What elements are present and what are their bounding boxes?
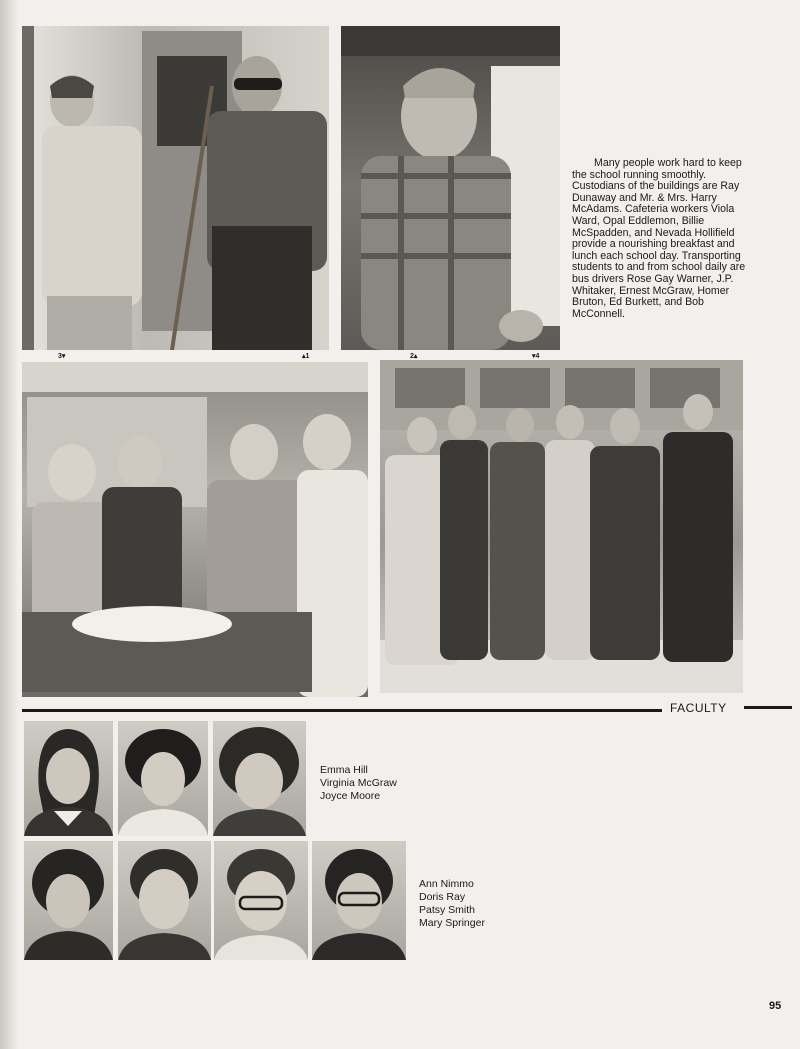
photo-marker-1: ▴1 <box>302 353 310 360</box>
faculty-portrait-doris-ray <box>118 841 211 960</box>
custodians-couple-photo <box>22 26 329 350</box>
support-staff-caption: Many people work hard to keep the school running smoothly. Custodians of the buildings are Ray Dunaway and Mr. & Mrs. Harry McAdams. Cafeteria workers Viola Ward, Opal Eddlemon, Billie McSpadden, and Nevada Hollifield provide a nourishing breakfast and lunch each school day. Transporting students to and from school daily are bus drivers Rose Gay Warner, J.P. Whitaker, Ernest McGraw, Homer Bruton, Ed Burkett, and Bob McConnell. <box>572 157 746 320</box>
page-gutter-shadow <box>0 0 18 1049</box>
photo-marker-2: 2▴ <box>410 353 418 360</box>
faculty-rule-left <box>22 709 662 712</box>
faculty-name: Mary Springer <box>419 917 485 929</box>
faculty-name: Virginia McGraw <box>320 777 397 789</box>
faculty-name: Doris Ray <box>419 891 466 903</box>
faculty-portrait-joyce-moore <box>213 721 306 836</box>
faculty-name: Ann Nimmo <box>419 878 474 890</box>
photo-marker-4: ▾4 <box>532 353 540 360</box>
faculty-portrait-mary-springer <box>312 841 406 960</box>
faculty-portrait-patsy-smith <box>214 841 308 960</box>
faculty-portrait-virginia-mcgraw <box>118 721 208 836</box>
faculty-name: Joyce Moore <box>320 790 381 802</box>
faculty-section-label: FACULTY <box>670 701 727 715</box>
faculty-portrait-emma-hill <box>24 721 113 836</box>
custodian-cap-photo <box>341 26 560 350</box>
cafeteria-workers-photo <box>22 362 368 697</box>
page-number: 95 <box>769 1000 782 1012</box>
photo-marker-3: 3▾ <box>58 353 66 360</box>
bus-drivers-photo <box>380 360 743 693</box>
faculty-name: Emma Hill <box>320 764 368 776</box>
faculty-names-row2 <box>419 878 485 930</box>
faculty-rule-right <box>744 706 792 709</box>
faculty-names-row1 <box>320 764 397 803</box>
faculty-portrait-ann-nimmo <box>24 841 113 960</box>
faculty-name: Patsy Smith <box>419 904 476 916</box>
